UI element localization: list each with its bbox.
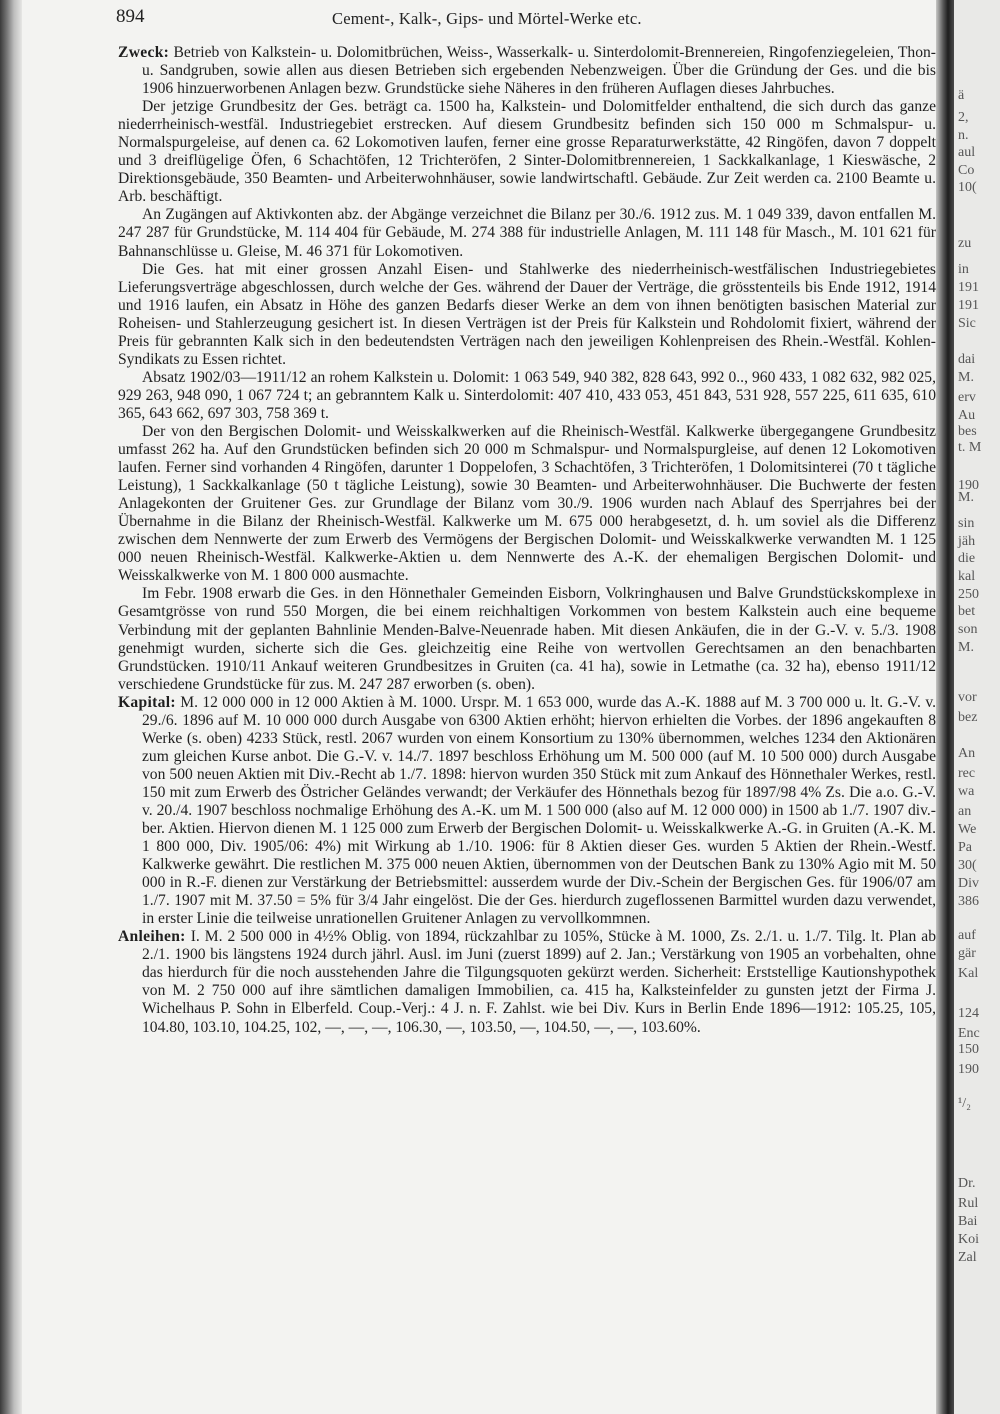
next-page-fragment: rec [958,766,976,781]
page-body [118,44,936,1037]
zweck-paragraph [118,44,936,98]
page-header [112,6,932,32]
page-number: 894 [116,6,145,27]
next-page-fragment: 190 [958,478,979,493]
kapital-paragraph [118,694,936,929]
liefervertraege-paragraph: Die Ges. hat mit einer grossen Anzahl Eisen- und Stahlwerke des niederrheinisch-westfälischen Industriegebietes Lieferungsverträge abgeschlossen, durch welche der Ges. während der Dauer der Verträge, die grösstenteils bis Ende 1912, 1914 und 1916 laufen, ein Absatz in Höhe des ganzen Bedarfs dieser Werke an dem von ihnen benötigten basischen Material zur Roheisen- und Stahlerzeugung gesichert ist. In diesen Verträgen ist der Preis für Kalkstein und Rohdolomit fixiert, während der Preis für gebrannten Kalk sich in den bedeutendsten Verträgen nach den jeweiligen Kohlenpreisen des Rhein.-Westfäl. Kohlen-Syndikats zu Essen richtet. [118,260,936,368]
anleihen-text: I. M. 2 500 000 in 4½% Oblig. von 1894, rückzahlbar zu 105%, Stücke à M. 1000, Zs. 2./1. u. 1./7. Tilg. lt. Plan ab 2./1. 1900 bis längstens 1924 durch jährl. Ausl. im Juni (zuerst 1899) auf 2. Jan.; Verstärkung von 1905 an vorbehalten, ohne das hierdurch für die noch ausstehenden Jahre die Tilgungsquoten gekürzt werden. Sicherheit: Erststellige Kautionshypothek von M. 2 750 000 auf ihre sämtlichen damaligen Immobilien, ca. 415 ha, Kalksteinfelder zu gunsten jetzt der Firma J. Wichelhaus P. Sohn in Elberfeld. Coup.-Verj.: 4 J. n. F. Zahlst. wie bei Div. Kurs in Berlin Ende 1896—1912: 105.25, 105, 104.80, 103.10, 104.25, 102, —, —, —, 106.30, —, 103.50, —, 104.50, —, —, 103.60%. [142,928,936,1036]
next-page-fragment: 150 [958,1042,979,1057]
bergische-werke-paragraph: Der von den Bergischen Dolomit- und Weisskalkwerken auf die Rheinisch-Westfäl. Kalkwerke übergegangene Grundbesitz umfasst 262 ha. Auf den Grundstücken befinden sich 20 000 m Schmalspur- und Normalspurgleise, auf denen 12 Lokomotiven laufen. Ferner sind vorhanden 4 Ringöfen, darunter 1 Doppelofen, 3 Schachtöfen, 3 Trichteröfen, 1 Dolomitsinterei (70 t tägliche Leistung), 1 Sackkalkanlage (50 t tägliche Leistung), sowie 30 Beamten- und Arbeiterwohnhäuser. Die Buchwerte der festen Anlagekonten der Gruitener Ges. zur Grundlage der Bilanz vom 30./9. 1906 wurden nach Ablauf des Sperrjahres bei der Übernahme in die Bilanz der Rheinisch-Westfäl. Kalkwerke um M. 675 000 herabgesetzt, d. h. um soviel als die Differenz zwischen dem Nennwerte der zum Erwerb des Vermögens der Bergischen Dolomit- und Weisskalkwerke verwandten M. 1 125 000 neuen Rheinisch-Westfäl. Kalkwerke-Aktien u. dem Nennwerte des A.-K. der ehemaligen Bergischen Dolomit- und Weisskalkwerke von M. 1 800 000 ausmachte. [118,422,936,585]
running-title: Cement-, Kalk-, Gips- und Mörtel-Werke etc. [332,9,642,28]
next-page-fragment: Rul [958,1196,979,1211]
next-page-fragment: bez [958,710,978,725]
next-page-fragment: 191 [958,298,979,313]
next-page-fragment: zu [958,236,972,251]
next-page-fragment: jäh [958,534,976,549]
anleihen-label: Anleihen: [118,928,186,946]
grundbesitz-paragraph: Der jetzige Grundbesitz der Ges. beträgt ca. 1500 ha, Kalkstein- und Dolomitfelder enthaltend, die sich durch das ganze niederrheinisch-westfäl. Industriegebiet erstrecken. Auf diesem Grundbesitz befinden sich 150 000 m Schmalspur- u. Normalspurgeleise, auf denen ca. 62 Lokomotiven laufen, ferner eine grosse Reparaturwerkstätte, 42 Ringöfen, davon 7 doppelt und 3 dreiflügelige Öfen, 6 Schachtöfen, 12 Trichteröfen, 2 Sinter-Dolomitbrennereien, 1 Sackkalkanlage, 1 Kieswäsche, 2 Direktionsgebäude, 350 Beamten- und Arbeiterwohnhäuser, sowie landwirtschaftl. Gebäude. Zur Zeit werden ca. 2100 Beamte u. Arb. beschäftigt. [118,98,936,206]
next-page-fragment: Co [958,163,975,178]
next-page-fragment: ä [958,88,965,103]
next-page-fragment: Enc [958,1026,980,1041]
next-page-fragment: kal [958,569,976,584]
next-page-fragment: gär [958,946,976,961]
next-page-fragment: 190 [958,1062,979,1077]
hoennethal-paragraph: Im Febr. 1908 erwarb die Ges. in den Hönnethaler Gemeinden Eisborn, Volkringhausen und Balve Grundstückskomplexe in Gesamtgrösse von rund 550 Morgen, die bei einem reichhaltigen Vorkommen von bestem Kalkstein auch eine bequeme Verbindung mit der geplanten Bahnlinie Menden-Balve-Neuenrade haben. Mit diesen Ankäufen, die in der G.-V. v. 5./3. 1908 genehmigt wurden, sicherte sich die Ges. gleichzeitig eine Reihe von wertvollen Gerechtsamen an den benachbarten Grundstücken. 1910/11 Ankauf weiteren Grundbesitzes in Gruiten (ca. 41 ha), sowie in Letmathe (ca. 32 ha), ebenso 1911/12 verschiedene Grundstücke für zus. M. 247 287 erworben (s. oben). [118,585,936,693]
next-page-fragment: dai [958,352,976,367]
next-page-edge [954,0,1000,1414]
absatz-paragraph: Absatz 1902/03—1911/12 an rohem Kalkstein u. Dolomit: 1 063 549, 940 382, 828 643, 992 0.., 960 433, 1 082 632, 982 025, 929 263, 948 090, 1 067 724 t; an gebranntem Kalk u. Sinterdolomit: 407 410, 433 053, 451 843, 531 928, 557 225, 611 635, 610 365, 643 662, 697 303, 758 369 t. [118,368,936,422]
next-page-fragment: t. M [958,440,982,455]
next-page-fragment: vor [958,690,977,705]
next-page-fragment: sin [958,516,975,531]
next-page-fragment: 2, [958,110,969,125]
kapital-text: M. 12 000 000 in 12 000 Aktien à M. 1000. Urspr. M. 1 653 000, wurde das A.-K. 1888 auf M. 3 700 000 u. lt. G.-V. v. 29./6. 1896 auf M. 10 000 000 durch Ausgabe von 6300 Aktien erhöht; hiervon erhielten die Vorbes. der 1896 angekauften 8 Werke (s. oben) 4233 Stück, restl. 2067 wurden von einem Konsortium zu 130% übernommen, welches 1234 den Aktionären zum gleichen Kurse anbot. Die G.-V. v. 14./7. 1897 beschloss Erhöhung um M. 500 000 (auf M. 10 500 000) durch Ausgabe von 500 neuen Aktien mit Div.-Recht ab 1./7. 1898: hiervon wurden 350 Stück mit zum Ankauf des Hönnethaler Werkes, restl. 150 mit zum Erwerb des Östricher Geländes verwandt; der Verkäufer des Hönnethals bezog für 1897/98 4% Zs. Die a.o. G.-V. v. 20./4. 1907 beschloss nochmalige Erhöhung des A.-K. um M. 1 500 000 (also auf M. 12 000 000) in 1500 ab 1./7. 1907 div.-ber. Aktien. Hiervon dienen M. 1 125 000 zum Erwerb der Bergischen Dolomit- u. Weisskalkwerke A.-G. in Gruiten (A.-K. M. 1 800 000, Div. 1905/06: 4%) mit Wirkung ab 1./10. 1906: für 8 Aktien dieser Ges. wurden 5 Aktien der Rhein.-Westf. Kalkwerke gewährt. Die restlichen M. 375 000 neuen Aktien, übernommen von der Deutschen Bank zu 130% Agio mit M. 50 000 in R.-F. dienen zur Verstärkung der Betriebsmittel: ausserdem wurde der Div.-Schein der Bergischen Ges. für 1906/07 am 1./7. 1907 mit M. 37.50 = 5% für 3/4 Jahr eingelöst. Die der Ges. hierdurch zugeflossenen Barmittel wurden dazu verwendet, in erster Linie die teilweise unrationellen Gruitener Anlagen zu vervollkommnen. [142,693,937,928]
next-page-fragment: aul [958,145,976,160]
next-page-fragment: bet [958,604,976,619]
zweck-text: Betrieb von Kalkstein- u. Dolomitbrüchen, Weiss-, Wasserkalk- u. Sinterdolomit-Brennereien, Ringofenziegeleien, Thon- u. Sandgruben, sowie allen aus diesen Betrieben sich ergebenden Nebenzweigen. Über die Gründung der Ges. und die bis 1906 hinzuerworbenen Anlagen bezw. Grundstücke siehe Näheres in den früheren Auflagen dieses Jahrbuches. [142,44,936,98]
next-page-fragment: Koi [958,1232,979,1247]
next-page-fragment: son [958,622,978,637]
next-page-fragment: die [958,551,976,566]
kapital-label: Kapital: [118,693,176,711]
next-page-fragment: ¹/₂ [958,1096,971,1111]
next-page-fragment: An [958,746,976,761]
next-page-fragment: M. [958,370,974,385]
next-page-fragment: Zal [958,1250,977,1265]
zweck-label: Zweck: [118,44,170,61]
next-page-fragment: We [958,822,977,837]
next-page-fragment: 250 [958,587,979,602]
next-page-fragment: auf [958,928,976,943]
next-page-fragment: Sic [958,316,976,331]
anleihen-paragraph [118,928,936,1036]
next-page-fragment: 124 [958,1006,979,1021]
next-page-fragment: M. [958,490,974,505]
next-page-fragment: Div [958,876,979,891]
next-page-fragment: M. [958,640,974,655]
next-page-fragment: wa [958,784,975,799]
next-page-fragment: an [958,804,972,819]
scan-left-edge [0,0,22,1414]
next-page-fragment: in [958,262,969,277]
next-page-fragment: Bai [958,1214,978,1229]
next-page-fragment: Kal [958,966,979,981]
next-page-fragment: Dr. [958,1176,976,1191]
next-page-fragment: n. [958,128,969,143]
next-page-fragment: 191 [958,280,979,295]
next-page-fragment: erv [958,390,976,405]
next-page-fragment: Au [958,408,976,423]
next-page-fragment: 10( [958,180,977,195]
zugaenge-paragraph: An Zugängen auf Aktivkonten abz. der Abgänge verzeichnet die Bilanz per 30./6. 1912 zus. M. 1 049 339, davon entfallen M. 247 287 für Grundstücke, M. 114 404 für Gebäude, M. 274 388 für industrielle Anlagen, M. 111 148 für Masch., M. 101 621 für Bahnanschlüsse u. Gleise, M. 46 371 für Lokomotiven. [118,206,936,260]
next-page-fragment: 386 [958,894,979,909]
next-page-fragment: 30( [958,858,977,873]
next-page-fragment: bes [958,424,977,439]
page-gutter [936,0,954,1414]
next-page-fragment: Pa [958,840,972,855]
